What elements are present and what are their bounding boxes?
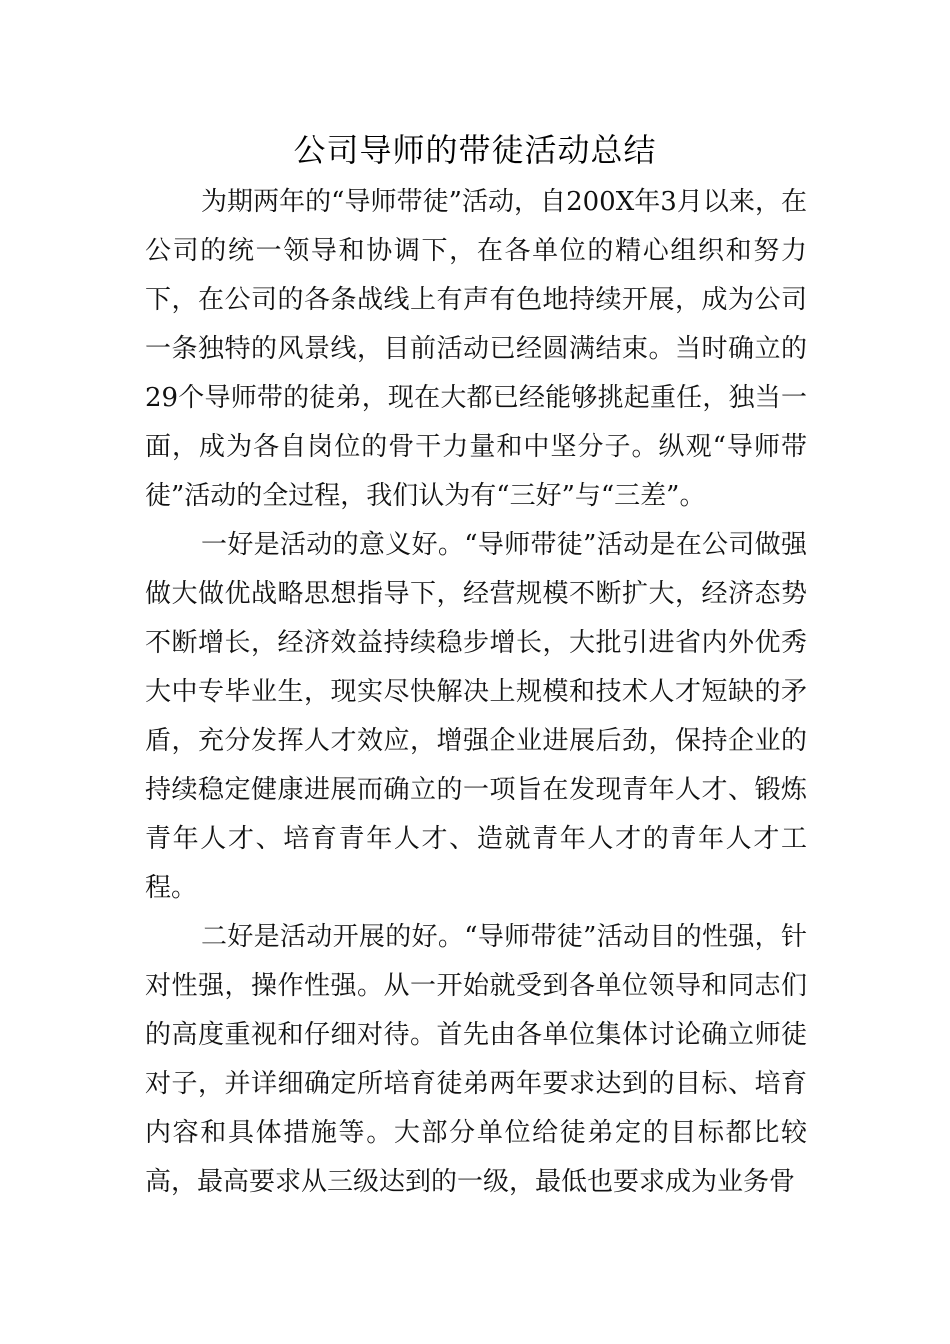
document-title: 公司导师的带徒活动总结 [293, 131, 657, 169]
paragraph-first-good: 一好是活动的意义好。“导师带徒”活动是在公司做强做大做优战略思想指导下，经营规模不断扩大，经济态势不断增长，经济效益持续稳步增长，大批引进省内外优秀大中专毕业生，现实尽快解决上规模和技术人才短缺的矛盾，充分发挥人才效应，增强企业进展后劲，保持企业的持续稳定健康进展而确立的一项旨在发现青年人才、锻炼青年人才、培育青年人才、造就青年人才的青年人才工程。 [145, 530, 807, 903]
document-body [145, 178, 807, 1207]
paragraph-second-good: 二好是活动开展的好。“导师带徒”活动目的性强，针对性强，操作性强。从一开始就受到各单位领导和同志们的高度重视和仔细对待。首先由各单位集体讨论确立师徒对子，并详细确定所培育徒弟两年要求达到的目标、培育内容和具体措施等。大部分单位给徒弟定的目标都比较高，最高要求从三级达到的一级，最低也要求成为业务骨 [145, 922, 807, 1197]
paragraph-intro: 为期两年的“导师带徒”活动，自200X年3月以来，在公司的统一领导和协调下，在各单位的精心组织和努力下，在公司的各条战线上有声有色地持续开展，成为公司一条独特的风景线，目前活动已经圆满结束。当时确立的29个导师带的徒弟，现在大都已经能够挑起重任，独当一面，成为各自岗位的骨干力量和中坚分子。纵观“导师带徒”活动的全过程，我们认为有“三好”与“三差”。 [145, 187, 807, 511]
